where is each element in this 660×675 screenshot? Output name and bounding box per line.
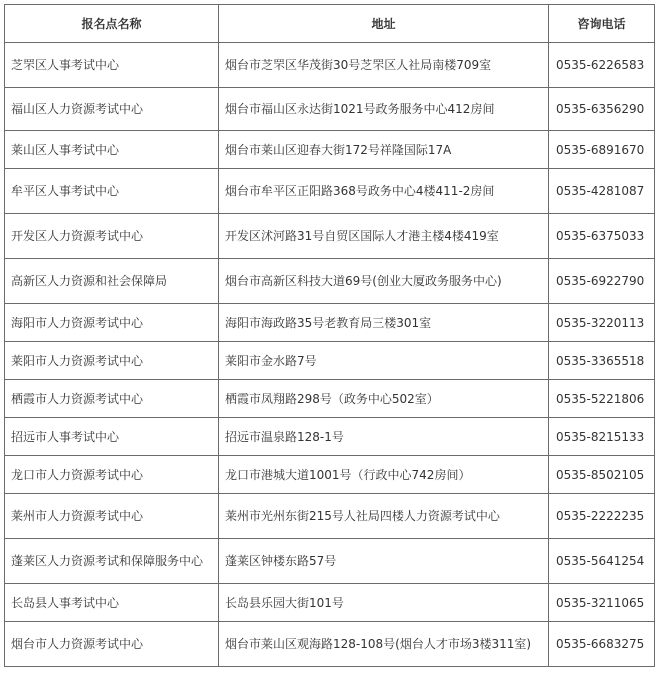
site-name-cell: 烟台市人力资源考试中心 xyxy=(5,622,219,667)
site-name-cell: 高新区人力资源和社会保障局 xyxy=(5,259,219,304)
address-cell: 烟台市福山区永达街1021号政务服务中心412房间 xyxy=(219,88,549,131)
site-name-cell: 蓬莱区人力资源考试和保障服务中心 xyxy=(5,539,219,584)
phone-cell: 0535-3365518 xyxy=(549,342,655,380)
registration-sites-table xyxy=(4,4,655,667)
site-name-cell: 福山区人力资源考试中心 xyxy=(5,88,219,131)
site-name-cell: 莱阳市人力资源考试中心 xyxy=(5,342,219,380)
address-cell: 莱阳市金水路7号 xyxy=(219,342,549,380)
table-row xyxy=(5,43,655,88)
site-name-cell: 招远市人事考试中心 xyxy=(5,418,219,456)
phone-cell: 0535-6891670 xyxy=(549,131,655,169)
site-name-cell: 长岛县人事考试中心 xyxy=(5,584,219,622)
table-row xyxy=(5,622,655,667)
phone-cell: 0535-6226583 xyxy=(549,43,655,88)
address-cell: 栖霞市凤翔路298号（政务中心502室） xyxy=(219,380,549,418)
phone-cell: 0535-3211065 xyxy=(549,584,655,622)
site-name-cell: 芝罘区人事考试中心 xyxy=(5,43,219,88)
address-cell: 海阳市海政路35号老教育局三楼301室 xyxy=(219,304,549,342)
header-phone: 咨询电话 xyxy=(549,5,655,43)
table-row xyxy=(5,131,655,169)
table-row xyxy=(5,539,655,584)
table-header xyxy=(5,5,655,43)
address-cell: 长岛县乐园大街101号 xyxy=(219,584,549,622)
address-cell: 烟台市芝罘区华茂街30号芝罘区人社局南楼709室 xyxy=(219,43,549,88)
table-row xyxy=(5,214,655,259)
phone-cell: 0535-8502105 xyxy=(549,456,655,494)
phone-cell: 0535-6683275 xyxy=(549,622,655,667)
address-cell: 开发区沭河路31号自贸区国际人才港主楼4楼419室 xyxy=(219,214,549,259)
header-address: 地址 xyxy=(219,5,549,43)
table-row xyxy=(5,259,655,304)
site-name-cell: 莱山区人事考试中心 xyxy=(5,131,219,169)
table-row xyxy=(5,456,655,494)
header-site-name: 报名点名称 xyxy=(5,5,219,43)
phone-cell: 0535-3220113 xyxy=(549,304,655,342)
table-row xyxy=(5,584,655,622)
phone-cell: 0535-8215133 xyxy=(549,418,655,456)
address-cell: 莱州市光州东街215号人社局四楼人力资源考试中心 xyxy=(219,494,549,539)
phone-cell: 0535-5641254 xyxy=(549,539,655,584)
site-name-cell: 栖霞市人力资源考试中心 xyxy=(5,380,219,418)
site-name-cell: 龙口市人力资源考试中心 xyxy=(5,456,219,494)
site-name-cell: 莱州市人力资源考试中心 xyxy=(5,494,219,539)
address-cell: 烟台市高新区科技大道69号(创业大厦政务服务中心) xyxy=(219,259,549,304)
address-cell: 烟台市莱山区观海路128-108号(烟台人才市场3楼311室) xyxy=(219,622,549,667)
table-row xyxy=(5,418,655,456)
table-row xyxy=(5,342,655,380)
address-cell: 烟台市牟平区正阳路368号政务中心4楼411-2房间 xyxy=(219,169,549,214)
phone-cell: 0535-2222235 xyxy=(549,494,655,539)
table-row xyxy=(5,88,655,131)
phone-cell: 0535-6356290 xyxy=(549,88,655,131)
table-row xyxy=(5,380,655,418)
header-row xyxy=(5,5,655,43)
site-name-cell: 海阳市人力资源考试中心 xyxy=(5,304,219,342)
site-name-cell: 开发区人力资源考试中心 xyxy=(5,214,219,259)
address-cell: 招远市温泉路128-1号 xyxy=(219,418,549,456)
table-row xyxy=(5,494,655,539)
address-cell: 烟台市莱山区迎春大街172号祥隆国际17A xyxy=(219,131,549,169)
address-cell: 龙口市港城大道1001号（行政中心742房间） xyxy=(219,456,549,494)
phone-cell: 0535-5221806 xyxy=(549,380,655,418)
phone-cell: 0535-6922790 xyxy=(549,259,655,304)
table-body xyxy=(5,43,655,667)
table-row xyxy=(5,304,655,342)
site-name-cell: 牟平区人事考试中心 xyxy=(5,169,219,214)
phone-cell: 0535-4281087 xyxy=(549,169,655,214)
phone-cell: 0535-6375033 xyxy=(549,214,655,259)
table-row xyxy=(5,169,655,214)
address-cell: 蓬莱区钟楼东路57号 xyxy=(219,539,549,584)
